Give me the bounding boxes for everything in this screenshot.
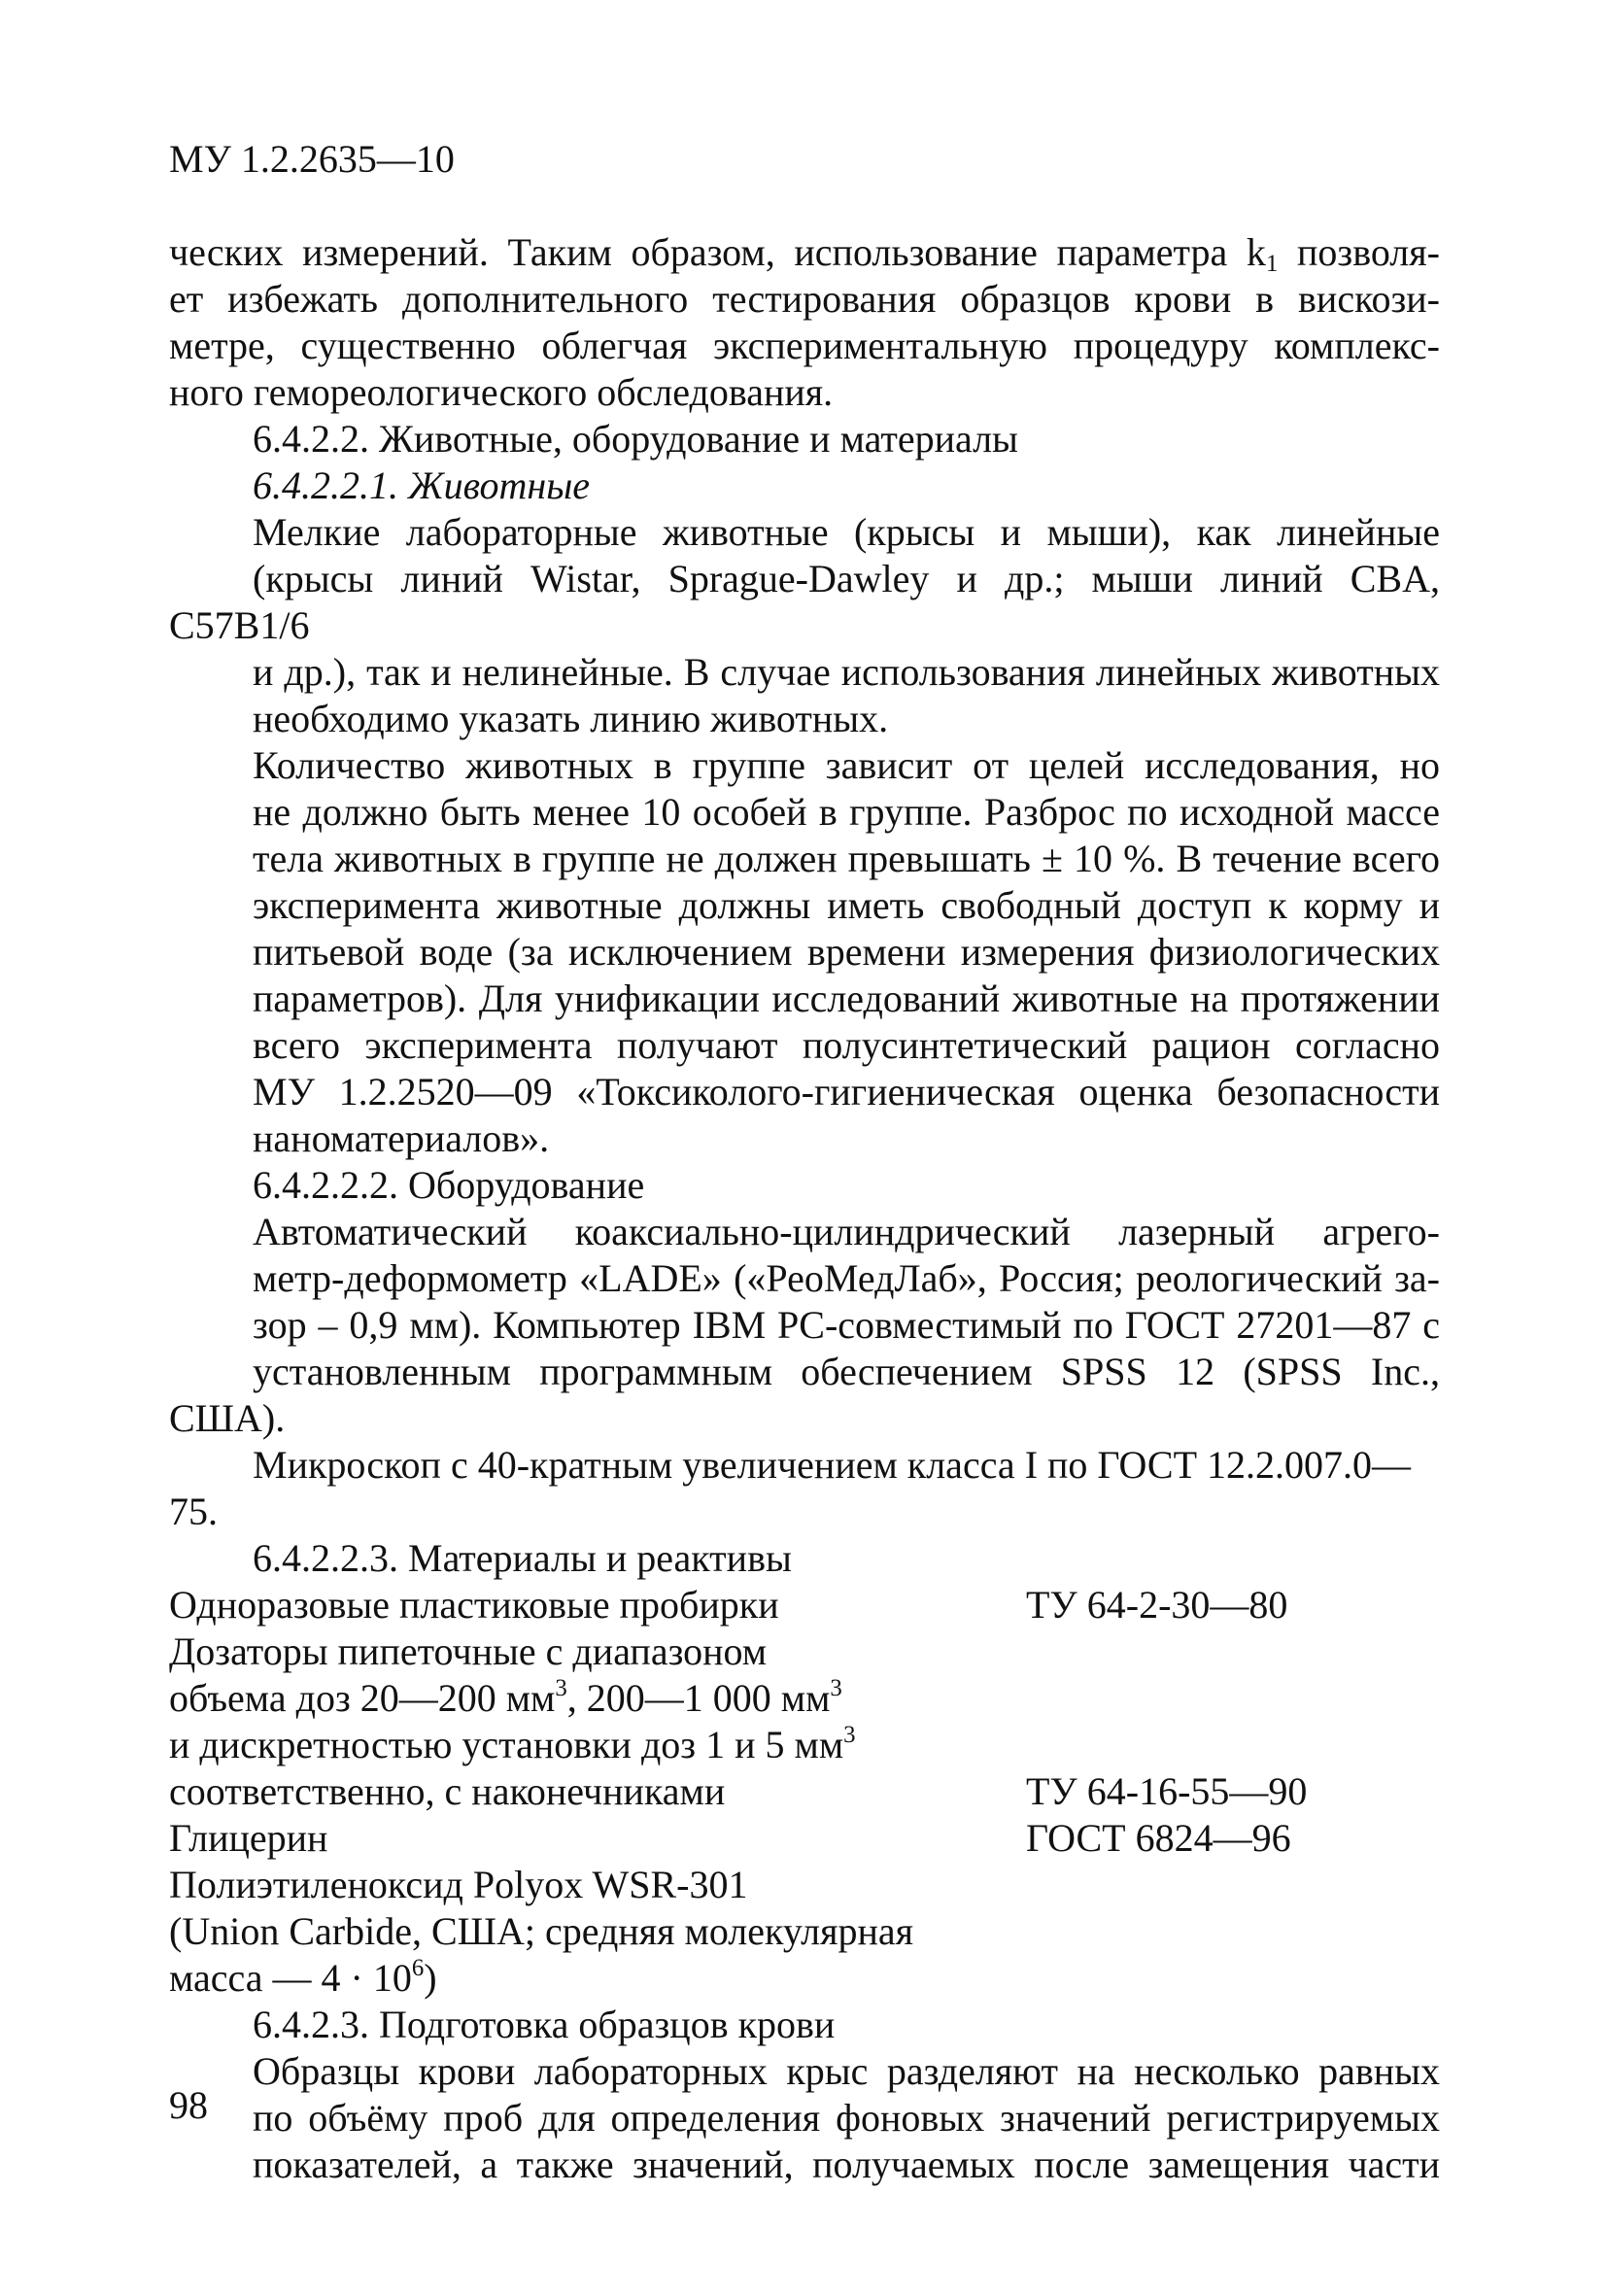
- material-name: Полиэтиленоксид Polyox WSR-301: [169, 1863, 748, 1906]
- text-line: эксперимента животные должны иметь свободный доступ к корму и: [253, 883, 1440, 927]
- text-line: Автоматический коаксиально-цилиндрический лазерный агрего-: [253, 1210, 1440, 1253]
- text-line: Образцы крови лабораторных крыс разделяют на несколько равных: [253, 2049, 1440, 2093]
- text-line: наноматериалов».: [253, 1116, 550, 1160]
- text-line: установленным программным обеспечением SPSS 12 (SPSS Inc., США).: [169, 1350, 1440, 1440]
- text-line: не должно быть менее 10 особей в группе. Разброс по исходной массе: [253, 790, 1440, 834]
- table-row: [169, 1582, 1440, 1628]
- text-line: показателей, а также значений, получаемых после замещения части: [253, 2142, 1440, 2186]
- material-standard: [1026, 1675, 1440, 1722]
- table-row: [169, 1955, 1440, 2002]
- material-name: (Union Carbide, США; средняя молекулярная: [169, 1909, 914, 1953]
- text-line: параметров). Для унификации исследований животные на протяжении: [253, 977, 1440, 1020]
- material-name: соответственно, с наконечниками: [169, 1769, 726, 1813]
- text-line: всего эксперимента получают полусинтетический рацион согласно: [253, 1023, 1440, 1067]
- table-row: [169, 1628, 1440, 1675]
- text-line: Количество животных в группе зависит от целей исследования, но: [253, 743, 1440, 787]
- text-line: по объёму проб для определения фоновых значений регистрируемых: [253, 2096, 1440, 2140]
- text-line: питьевой воде (за исключением времени измерения физиологических: [253, 930, 1440, 974]
- text-line: ет избежать дополнительного тестирования образцов крови в вискози-: [169, 277, 1440, 321]
- text-line: зор – 0,9 мм). Компьютер IBM PC-совместимый по ГОСТ 27201—87 с: [253, 1303, 1440, 1347]
- table-row: [169, 1908, 1440, 1955]
- material-name: масса — $4 \cdot 10^6$): [169, 1954, 437, 2000]
- materials-table: [169, 1582, 1440, 2002]
- material-standard: [1026, 1722, 1440, 1768]
- text-line: ного гемореологического обследования.: [169, 370, 834, 414]
- page-body: [169, 229, 1440, 2188]
- material-name: Одноразовые пластиковые пробирки: [169, 1583, 779, 1627]
- table-row: [169, 1722, 1440, 1768]
- material-standard: [1026, 1628, 1440, 1675]
- material-name: и дискретностью установки доз 1 и 5 $мм^3$: [169, 1721, 856, 1766]
- text-line: МУ 1.2.2520—09 «Токсиколого-гигиеническая оценка безопасности: [253, 1070, 1440, 1114]
- text-line: метр-деформометр «LADE» («РеоМедЛаб», Россия; реологический за-: [253, 1256, 1440, 1300]
- text-line: необходимо указать линию животных.: [253, 697, 889, 740]
- running-header: МУ 1.2.2635—10: [169, 137, 455, 181]
- text-line: ческих измерений. Таким образом, использование параметра $k_1$ позволя-: [169, 230, 1440, 278]
- section-heading-6-4-2-2: 6.4.2.2. Животные, оборудование и материалы: [253, 417, 1018, 461]
- section-heading-6-4-2-2-2: 6.4.2.2.2. Оборудование: [253, 1163, 645, 1207]
- material-standard: [1026, 1955, 1440, 2002]
- table-row: [169, 1862, 1440, 1908]
- material-name: Дозаторы пипеточные с диапазоном: [169, 1629, 768, 1673]
- equipment-paragraph: [169, 1209, 1440, 1535]
- section-heading-6-4-2-2-1: 6.4.2.2.1. Животные: [253, 463, 591, 507]
- section-heading-6-4-2-2-3: 6.4.2.2.3. Материалы и реактивы: [253, 1536, 792, 1580]
- text-line: Мелкие лабораторные животные (крысы и мыши), как линейные: [253, 510, 1440, 554]
- text-line: Микроскоп с 40-кратным увеличением класса I по ГОСТ 12.2.007.0—75.: [169, 1443, 1412, 1533]
- material-name: объема доз 20—200 $мм^3$, 200—1 000 $мм^3$: [169, 1674, 842, 1720]
- text-line: метре, существенно облегчая экспериментальную процедуру комплекс-: [169, 324, 1440, 367]
- animals-count-paragraph: [169, 742, 1440, 1162]
- text-line: и др.), так и нелинейные. В случае использования линейных животных: [253, 650, 1440, 694]
- material-standard: ГОСТ 6824—96: [1026, 1816, 1291, 1860]
- material-standard: ТУ 64-16-55—90: [1026, 1769, 1308, 1813]
- material-standard: ТУ 64-2-30—80: [1026, 1583, 1288, 1627]
- blood-samples-paragraph: [169, 2048, 1440, 2188]
- material-name: Глицерин: [169, 1816, 328, 1860]
- section-heading-6-4-2-3: 6.4.2.3. Подготовка образцов крови: [253, 2003, 836, 2046]
- material-standard: [1026, 1862, 1440, 1908]
- table-row: [169, 1768, 1440, 1815]
- animals-paragraph: [169, 509, 1440, 742]
- table-row: [169, 1675, 1440, 1722]
- material-standard: [1026, 1908, 1440, 1955]
- text-line: (крысы линий Wistar, Sprague-Dawley и др.; мыши линий CBA, C57B1/6: [169, 557, 1440, 647]
- text-line: тела животных в группе не должен превышать ± 10 %. В течение всего: [253, 837, 1440, 880]
- page-number: 98: [169, 2083, 208, 2127]
- table-row: [169, 1815, 1440, 1862]
- intro-paragraph: [169, 229, 1440, 416]
